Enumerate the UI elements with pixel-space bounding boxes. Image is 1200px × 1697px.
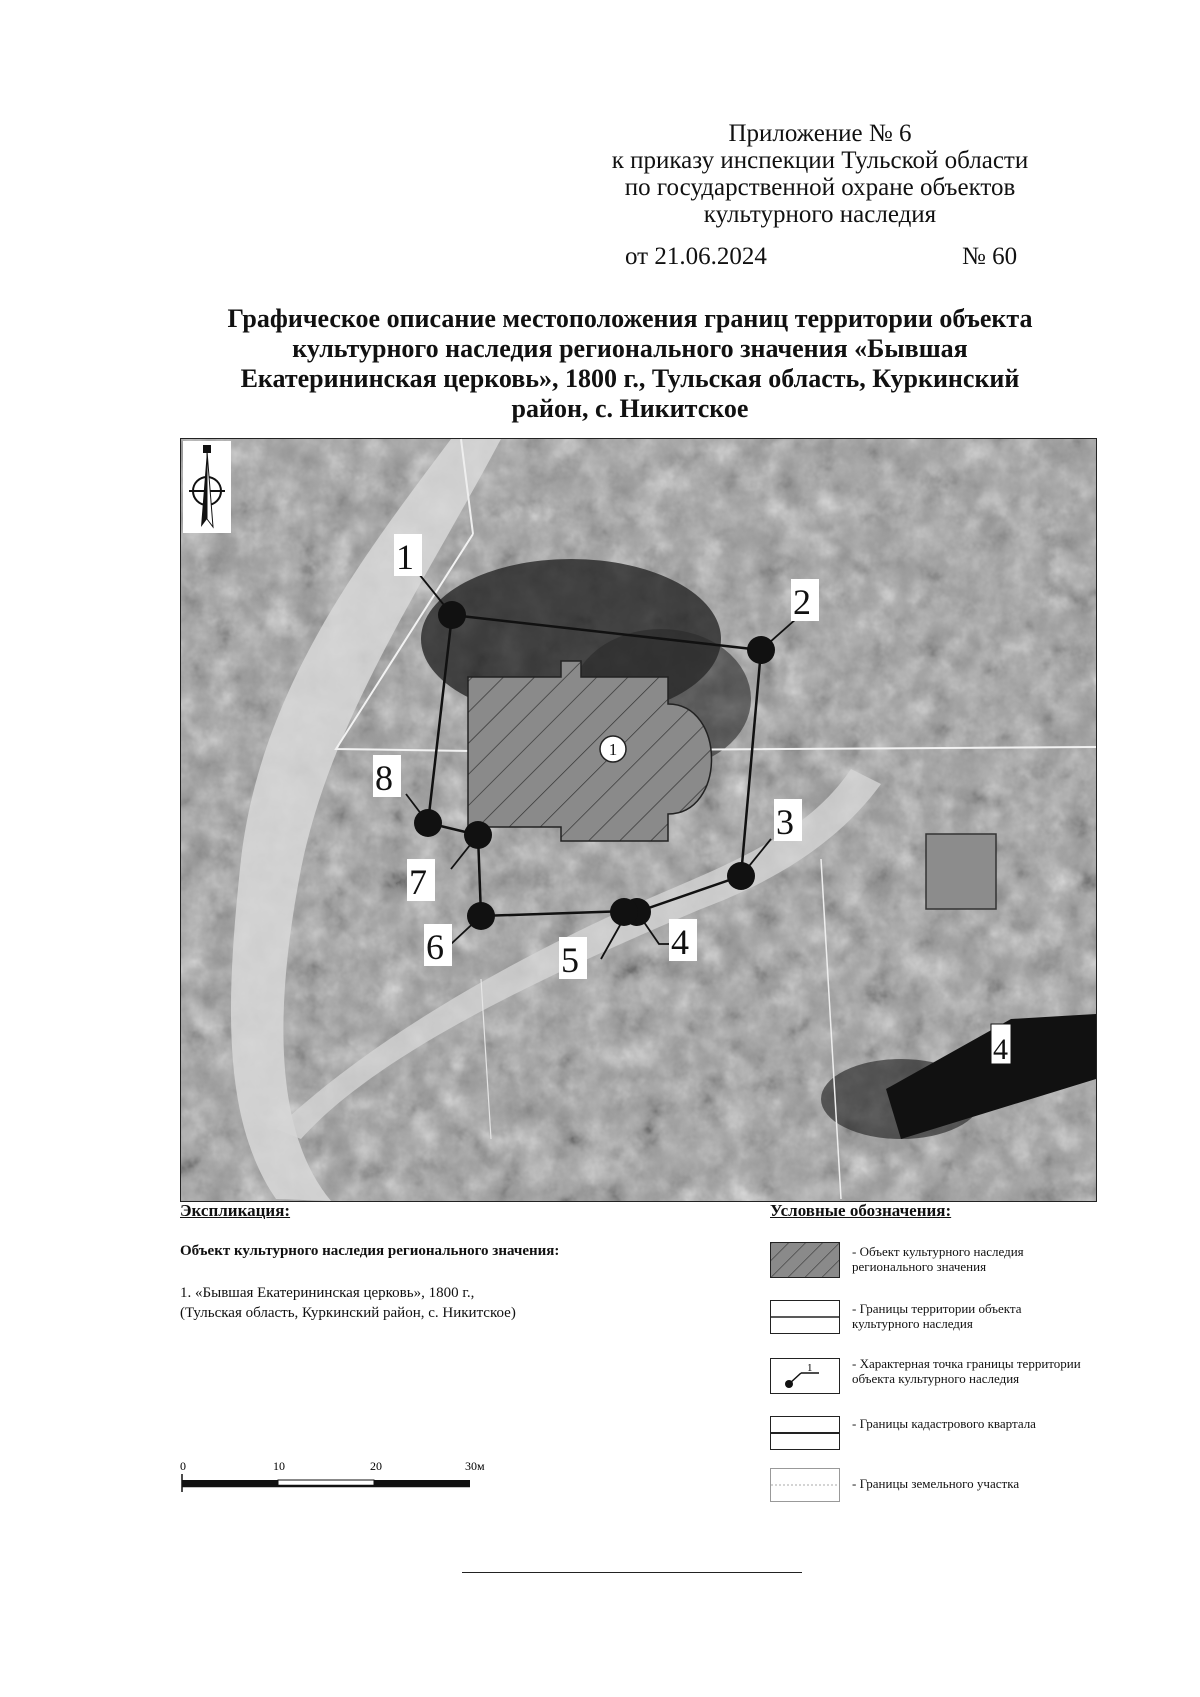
explication-subtitle: Объект культурного наследия регионального значения:	[180, 1243, 560, 1259]
boundary-point-2	[747, 636, 775, 664]
object-label: 1	[608, 740, 618, 759]
boundary-point-7	[464, 821, 492, 849]
appendix-number: Приложение № 6	[728, 120, 912, 147]
point-label-1: 1	[396, 537, 414, 577]
boundary-point-6	[467, 902, 495, 930]
point-label-8: 8	[375, 758, 393, 798]
legend-text-point: - Характерная точка границы территории объекта культурного наследия	[852, 1356, 1081, 1386]
boundary-map	[180, 438, 1097, 1202]
title-line-3: Екатерининская церковь», 1800 г., Тульская область, Куркинский	[240, 364, 1020, 393]
order-date: от 21.06.2024	[625, 243, 767, 270]
boundary-point-3	[727, 862, 755, 890]
legend-swatch-object	[770, 1242, 840, 1278]
point-label-7: 7	[409, 862, 427, 902]
boundary-point-1	[438, 601, 466, 629]
scale-bar	[180, 1458, 485, 1498]
title-line-4: район, с. Никитское	[511, 394, 749, 423]
explication-item-line-2: (Тульская область, Куркинский район, с. Никитское)	[180, 1305, 516, 1321]
point-label-4: 4	[671, 922, 689, 962]
legend-text-cadastral: - Границы кадастрового квартала	[852, 1416, 1036, 1431]
boundary-point-8	[414, 809, 442, 837]
scale-label-30: 30м	[465, 1459, 485, 1473]
order-number: № 60	[962, 243, 1018, 270]
legend-text-land-plot: - Границы земельного участка	[852, 1476, 1020, 1491]
document-title	[150, 304, 1110, 424]
legend-text-territory: - Границы территории объекта культурного наследия	[852, 1301, 1022, 1331]
order-reference-cont2: культурного наследия	[703, 201, 937, 228]
edge-label: 4	[993, 1033, 1008, 1066]
neighbor-building	[926, 834, 996, 909]
title-line-2: культурного наследия регионального значения «Бывшая	[292, 334, 968, 363]
point-label-5: 5	[561, 940, 579, 980]
north-arrow-icon	[183, 441, 231, 533]
scale-label-0: 0	[180, 1459, 186, 1473]
title-line-1: Графическое описание местоположения границ территории объекта	[227, 304, 1033, 333]
order-reference: к приказу инспекции Тульской области	[611, 147, 1029, 174]
footer-divider	[462, 1572, 802, 1573]
scale-label-20: 20	[370, 1459, 382, 1473]
legend-swatch-cadastral	[770, 1416, 840, 1450]
appendix-header	[540, 120, 1100, 228]
legend-text-object: - Объект культурного наследия регионального значения	[852, 1244, 1024, 1274]
order-reference-cont: по государственной охране объектов	[624, 174, 1016, 201]
point-label-2: 2	[793, 582, 811, 622]
explication-item	[180, 1283, 516, 1323]
point-label-6: 6	[426, 927, 444, 967]
legend-title: Условные обозначения:	[770, 1201, 952, 1220]
boundary-point-5	[610, 898, 638, 926]
scale-label-10: 10	[273, 1459, 285, 1473]
legend-point-sample-label: 1	[807, 1362, 813, 1374]
explication-item-line-1: 1. «Бывшая Екатерининская церковь», 1800 г.,	[180, 1285, 475, 1301]
explication-title: Экспликация:	[180, 1201, 291, 1220]
legend-swatch-territory	[770, 1300, 840, 1334]
point-label-3: 3	[776, 802, 794, 842]
legend-swatch-point	[770, 1358, 840, 1394]
legend-swatch-land-plot	[770, 1468, 840, 1502]
